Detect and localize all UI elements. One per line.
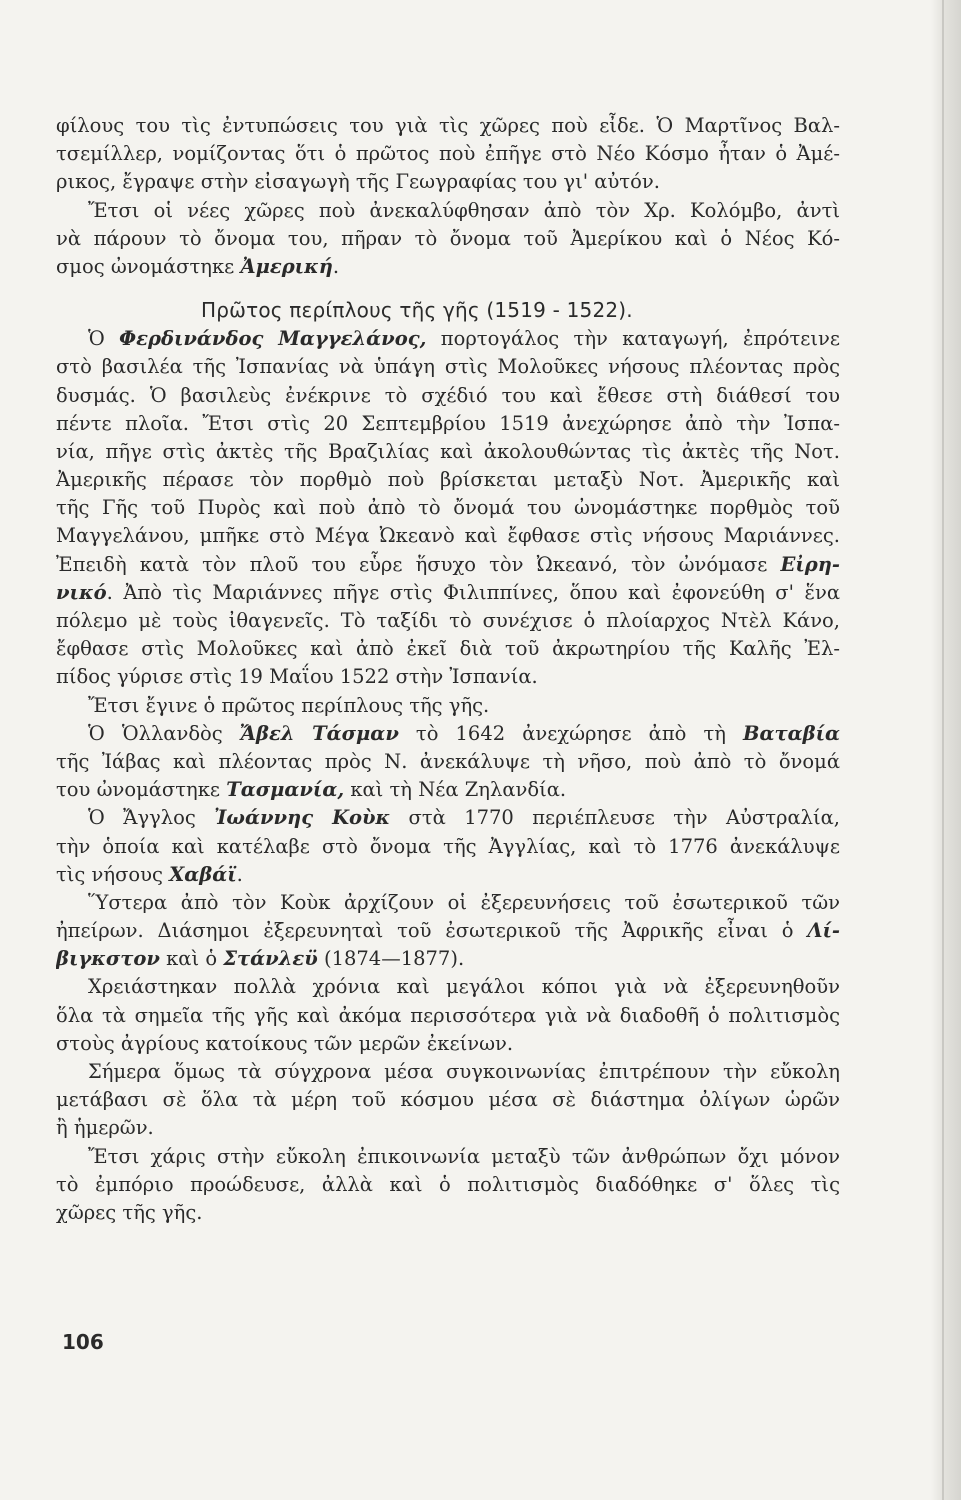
line-text: ἢ ἡμερῶν. (56, 1116, 154, 1140)
line-text: στοὺς ἀγρίους κατοίκους τῶν μερῶν ἐκείνων. (56, 1031, 514, 1055)
text-line (56, 663, 840, 691)
text-line (56, 382, 840, 410)
emphasized-term: Λί- (807, 919, 840, 943)
page-body (56, 112, 840, 1227)
text-line (56, 1143, 840, 1171)
text-line (56, 861, 840, 889)
line-text: τῆς Ἰάβας καὶ πλέοντας πρὸς Ν. ἀνεκάλυψε τὴ νῆσο, ποὺ ἀπὸ τὸ ὄνομά (56, 749, 840, 773)
line-text: . (236, 862, 243, 886)
text-line (56, 1114, 840, 1142)
text-line (56, 466, 840, 494)
line-text: Ὁ (88, 327, 120, 351)
line-text: Ὕστερα ἀπὸ τὸν Κοὺκ ἀρχίζουν οἱ ἐξερευνήσεις τοῦ ἐσωτερικοῦ τῶν (88, 890, 840, 914)
text-line (56, 776, 840, 804)
line-text: Ἔτσι χάρις στὴν εὔκολη ἐπικοινωνία μεταξὺ τῶν ἀνθρώπων ὄχι μόνον (88, 1144, 840, 1168)
text-line (56, 1199, 840, 1227)
line-text: πέντε πλοῖα. Ἔτσι στὶς 20 Σεπτεμβρίου 1519 ἀνεχώρησε ἀπὸ τὴν Ἰσπα- (56, 411, 840, 435)
line-text: Ἐπειδὴ κατὰ τὸν πλοῦ του εὗρε ἥσυχο τὸν Ὠκεανό, τὸν ὠνόμασε (56, 552, 781, 576)
line-text: μετάβασι σὲ ὅλα τὰ μέρη τοῦ κόσμου μέσα σὲ διάστημα ὀλίγων ὡρῶν (56, 1088, 840, 1112)
text-line (56, 579, 840, 607)
line-text: (1874—1877). (317, 947, 465, 971)
text-line (56, 1002, 840, 1030)
text-line (56, 607, 840, 635)
text-line (56, 197, 840, 225)
text-line (56, 720, 840, 748)
emphasized-term: Ἰωάννης Κοὺκ (214, 806, 391, 830)
emphasized-term: Ἄβελ Τάσμαν (239, 721, 399, 745)
emphasized-term: Χαβάϊ (169, 862, 237, 886)
line-text: Μαγγελάνου, μπῆκε στὸ Μέγα Ὠκεανὸ καὶ ἔφθασε στὶς νήσους Μαριάννες. (56, 524, 840, 548)
page-number: 106 (62, 1330, 104, 1354)
line-text: Χρειάστηκαν πολλὰ χρόνια καὶ μεγάλοι κόποι γιὰ νὰ ἐξερευνηθοῦν (88, 975, 840, 999)
text-line (56, 917, 840, 945)
paragraph-block-americus (56, 112, 840, 281)
text-line (56, 833, 840, 861)
emphasized-term: βιγκστον (56, 947, 160, 971)
line-text: στὸ βασιλέα τῆς Ἰσπανίας νὰ ὑπάγη στὶς Μολοῦκες νήσους πλέοντας πρὸς (56, 355, 840, 379)
line-text: τὸ ἐμπόριο προώδευσε, ἀλλὰ καὶ ὁ πολιτισμὸς διαδόθηκε σ' ὅλες τὶς (56, 1172, 840, 1196)
text-line (56, 140, 840, 168)
emphasized-term: Φερδινάνδος Μαγγελάνος, (119, 327, 427, 351)
text-line (56, 748, 840, 776)
line-text: . Ἀπὸ τὶς Μαριάννες πῆγε στὶς Φιλιππίνες, ὅπου καὶ ἐφονεύθη σ' ἕνα (106, 580, 840, 604)
emphasized-term: νικό (56, 580, 107, 604)
line-text: ἠπείρων. Διάσημοι ἐξερευνηταὶ τοῦ ἐσωτερικοῦ τῆς Ἀφρικῆς εἶναι ὁ (56, 919, 808, 943)
line-text: ὅλα τὰ σημεῖα τῆς γῆς καὶ ἀκόμα περισσότερα γιὰ νὰ διαδοθῆ ὁ πολιτισμὸς (56, 1003, 840, 1027)
text-line (56, 253, 840, 281)
line-text: τὴν ὁποία καὶ κατέλαβε στὸ ὄνομα τῆς Ἀγγλίας, καὶ τὸ 1776 ἀνεκάλυψε (56, 834, 840, 858)
line-text: δυσμάς. Ὁ βασιλεὺς ἐνέκρινε τὸ σχέδιό του καὶ ἔθεσε στὴ διάθεσί του (56, 383, 840, 407)
text-line (56, 353, 840, 381)
emphasized-term: Ἀμερική (240, 254, 333, 278)
emphasized-term: Στάνλεϋ (223, 947, 318, 971)
line-text: του ὠνομάστηκε (56, 778, 227, 802)
text-line (56, 973, 840, 1001)
text-line (56, 494, 840, 522)
line-text: τῆς Γῆς τοῦ Πυρὸς καὶ ποὺ ἀπὸ τὸ ὄνομά του ὠνομάστηκε πορθμὸς τοῦ (56, 496, 840, 520)
line-text: νία, πῆγε στὶς ἀκτὲς τῆς Βραζιλίας καὶ ἀκολουθώντας τὶς ἀκτὲς τῆς Νοτ. (56, 439, 840, 463)
text-line (56, 112, 840, 140)
line-text: τὸ 1642 ἀνεχώρησε ἀπὸ τὴ (398, 721, 743, 745)
line-text: καὶ τὴ Νέα Ζηλανδία. (344, 778, 567, 802)
line-text: τὶς νήσους (56, 862, 170, 886)
text-line (56, 1058, 840, 1086)
text-line (56, 225, 840, 253)
line-text: τσεμίλλερ, νομίζοντας ὅτι ὁ πρῶτος ποὺ ἐπῆγε στὸ Νέο Κόσμο ἦταν ὁ Ἀμέ- (56, 142, 840, 166)
line-text: νὰ πάρουν τὸ ὄνομα του, πῆραν τὸ ὄνομα τοῦ Ἀμερίκου καὶ ὁ Νέος Κό- (56, 226, 840, 250)
line-text: σμος ὠνομάστηκε (56, 254, 241, 278)
line-text: Ὁ Ἄγγλος (88, 806, 215, 830)
line-text: καὶ ὁ (159, 947, 224, 971)
page-edge-shadow (931, 0, 961, 1500)
line-text: στὰ 1770 περιέπλευσε τὴν Αὐστραλία, (390, 806, 840, 830)
emphasized-term: Εἰρη- (780, 552, 840, 576)
text-line (56, 889, 840, 917)
line-text: ρικος, ἔγραψε στὴν εἰσαγωγὴ τῆς Γεωγραφίας του γι' αὐτόν. (56, 170, 660, 194)
emphasized-term: Βαταβία (743, 721, 840, 745)
line-text: πίδος γύρισε στὶς 19 Μαΐου 1522 στὴν Ἰσπανία. (56, 665, 538, 689)
text-line (56, 692, 840, 720)
line-text: Σήμερα ὅμως τὰ σύγχρονα μέσα συγκοινωνίας ἐπιτρέπουν τὴν εὔκολη (88, 1060, 840, 1083)
line-text: χῶρες τῆς γῆς. (56, 1200, 203, 1224)
text-line (56, 1086, 840, 1114)
text-line (56, 1030, 840, 1058)
section-heading: Πρῶτος περίπλους τῆς γῆς (1519 - 1522). (201, 298, 633, 323)
line-text: Ἔτσι οἱ νέες χῶρες ποὺ ἀνεκαλύφθησαν ἀπὸ τὸν Χρ. Κολόμβο, ἀντὶ (88, 198, 840, 222)
line-text: . (332, 254, 340, 278)
emphasized-term: Τασμανία, (226, 778, 345, 802)
text-line (56, 551, 840, 579)
line-text: Ὁ Ὁλλανδὸς (88, 721, 240, 745)
line-text: πορτογάλος τὴν καταγωγή, ἐπρότεινε (426, 327, 840, 351)
text-line (56, 325, 840, 353)
text-line (56, 410, 840, 438)
paragraph-block-circumnavigation (56, 325, 840, 1227)
text-line (56, 438, 840, 466)
page-fold-line (942, 0, 944, 1500)
text-line (56, 635, 840, 663)
line-text: Ἔτσι ἔγινε ὁ πρῶτος περίπλους τῆς γῆς. (88, 693, 490, 717)
line-text: ἔφθασε στὶς Μολοῦκες καὶ ἀπὸ ἐκεῖ διὰ τοῦ ἀκρωτηρίου τῆς Καλῆς Ἐλ- (56, 637, 840, 661)
text-line (56, 1171, 840, 1199)
text-line (56, 945, 840, 973)
text-line (56, 522, 840, 550)
line-text: φίλους του τὶς ἐντυπώσεις του γιὰ τὶς χῶρες ποὺ εἶδε. Ὁ Μαρτῖνος Βαλ- (56, 114, 840, 137)
text-line (56, 804, 840, 832)
line-text: πόλεμο μὲ τοὺς ἰθαγενεῖς. Τὸ ταξίδι τὸ συνέχισε ὁ πλοίαρχος Ντὲλ Κάνο, (56, 609, 840, 632)
text-line (56, 168, 840, 196)
line-text: Ἀμερικῆς πέρασε τὸν πορθμὸ ποὺ βρίσκεται μεταξὺ Νοτ. Ἀμερικῆς καὶ (56, 468, 840, 492)
